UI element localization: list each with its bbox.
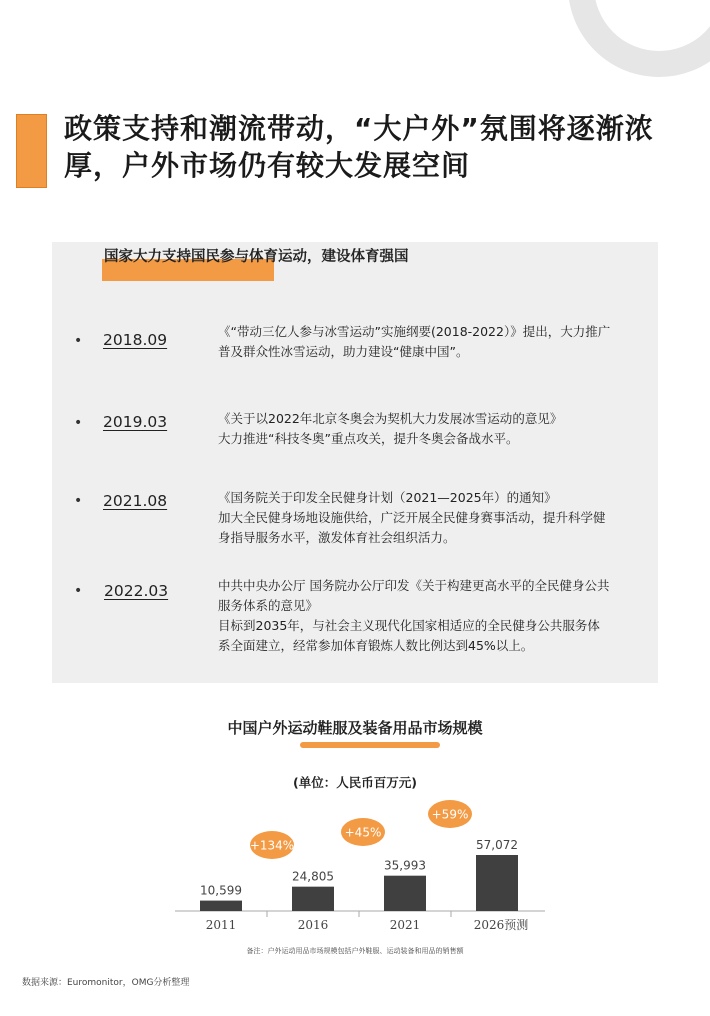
policy-line: 《国务院关于印发全民健身计划（2021—2025年）的通知》 bbox=[218, 490, 557, 505]
chart-title-underline bbox=[300, 742, 440, 748]
bullet-icon: • bbox=[74, 415, 83, 431]
bullet-icon: • bbox=[74, 583, 83, 599]
decorative-arc bbox=[568, 0, 710, 77]
chart-unit: (单位：人民币百万元) bbox=[293, 775, 417, 790]
page-title bbox=[64, 110, 694, 184]
bullet-icon: • bbox=[74, 493, 83, 509]
policy-description bbox=[218, 322, 648, 362]
policy-date: 2019.03 bbox=[103, 413, 168, 431]
policy-line: 加大全民健身场地设施供给，广泛开展全民健身赛事活动，提升科学健 bbox=[218, 510, 606, 525]
policy-description bbox=[218, 576, 648, 656]
chart-footnote: 备注：户外运动用品市场规模包括户外鞋服、运动装备和用品的销售额 bbox=[246, 947, 464, 955]
policy-line: 系全面建立，经常参加体育锻炼人数比例达到45%以上。 bbox=[218, 638, 534, 653]
page-title-line-1: 政策支持和潮流带动，“大户外”氛围将逐渐浓 bbox=[64, 112, 654, 145]
policy-description bbox=[218, 409, 648, 449]
policy-date: 2018.09 bbox=[103, 331, 168, 349]
growth-label: +134% bbox=[249, 838, 295, 853]
bullet-icon: • bbox=[74, 333, 83, 349]
title-accent-bar bbox=[16, 114, 47, 188]
bar-value-label: 35,993 bbox=[384, 858, 426, 873]
policy-line: 身指导服务水平，激发体育社会组织活力。 bbox=[218, 530, 456, 545]
page-title-line-2: 厚，户外市场仍有较大发展空间 bbox=[64, 149, 471, 182]
category-tick-label: 2016 bbox=[297, 918, 329, 932]
bar-value-label: 57,072 bbox=[476, 838, 518, 852]
bar bbox=[384, 876, 426, 911]
policy-description bbox=[218, 488, 648, 548]
growth-label: +59% bbox=[431, 807, 469, 822]
policy-line: 大力推进“科技冬奥”重点攻关，提升冬奥会备战水平。 bbox=[218, 431, 519, 446]
category-tick-label: 2021 bbox=[389, 918, 421, 932]
bar bbox=[476, 855, 518, 911]
policy-line: 普及群众性冰雪运动，助力建设“健康中国”。 bbox=[218, 344, 469, 359]
policy-date: 2022.03 bbox=[104, 582, 169, 600]
policy-line: 中共中央办公厅 国务院办公厅印发《关于构建更高水平的全民健身公共 bbox=[218, 578, 610, 593]
market-size-chart bbox=[0, 790, 710, 940]
category-tick-label: 2026预测 bbox=[473, 918, 529, 932]
policy-line: 《“带动三亿人参与冰雪运动”实施纲要(2018-2022）》提出，大力推广 bbox=[218, 324, 611, 339]
bar bbox=[292, 887, 334, 911]
policy-panel bbox=[52, 242, 658, 683]
policy-date: 2021.08 bbox=[103, 492, 168, 510]
bar bbox=[200, 901, 242, 911]
growth-label: +45% bbox=[344, 825, 382, 840]
policy-line: 《关于以2022年北京冬奥会为契机大力发展冰雪运动的意见》 bbox=[218, 411, 563, 426]
chart-title: 中国户外运动鞋服及装备用品市场规模 bbox=[227, 719, 483, 737]
data-source: 数据来源：Euromonitor，OMG分析整理 bbox=[22, 978, 190, 988]
bar-value-label: 10,599 bbox=[200, 883, 242, 898]
policy-line: 服务体系的意见》 bbox=[218, 598, 319, 613]
policy-line: 目标到2035年，与社会主义现代化国家相适应的全民健身公共服务体 bbox=[218, 618, 600, 633]
panel-title: 国家大力支持国民参与体育运动，建设体育强国 bbox=[104, 249, 409, 265]
category-tick-label: 2011 bbox=[205, 918, 237, 932]
bar-value-label: 24,805 bbox=[292, 869, 334, 884]
